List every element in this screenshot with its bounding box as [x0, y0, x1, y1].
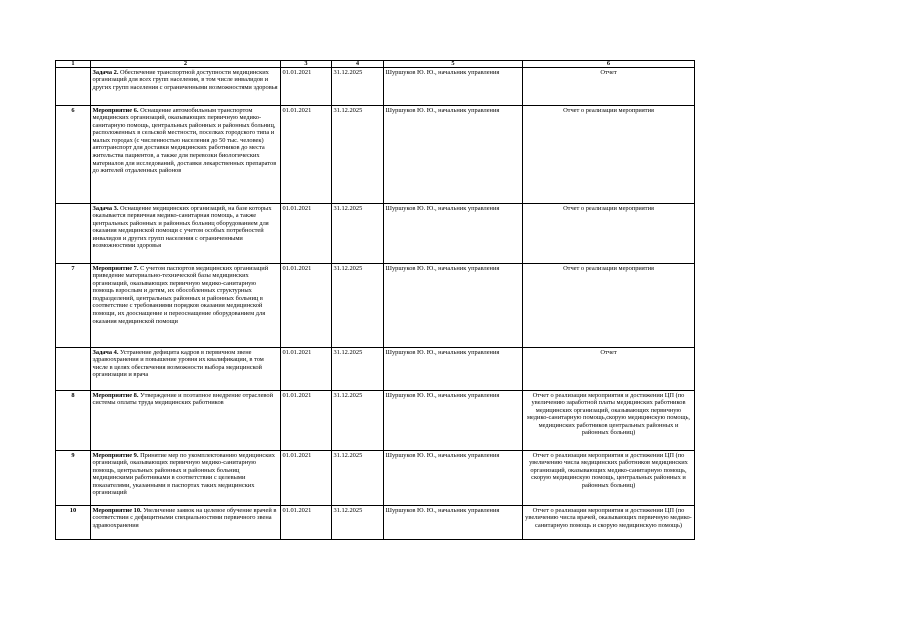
responsible-person: Шуршуков Ю. Ю., начальник управления — [384, 106, 523, 204]
end-date: 31.12.2025 — [332, 106, 384, 204]
row-description — [91, 106, 281, 204]
row-number — [56, 68, 91, 106]
end-date: 31.12.2025 — [332, 451, 384, 506]
expected-result: Отчет о реализации мероприятия и достижении ЦП (по увеличению заработной платы медицинских работников медицинских организаций, оказывающих первичную медико-санитарную помощь,скорую медицинскую помощь, медицинских работников центральных районных и районных больниц) — [523, 391, 695, 451]
row-text: С учетом паспортов медицинских организаций приведение материально-технической базы медицинских организаций, оказывающих первичную медико-санитарную помощь взрослым и детям, их обособленных структурных подразделений, центральных районных и районных больниц в соответствие с требованиями порядков оказания медицинской помощи, их дооснащение и переоснащение оборудованием для оказания медицинской помощи — [92, 264, 269, 325]
column-header: 6 — [523, 61, 695, 68]
row-text: Обеспечение транспортной доступности медицинских организаций для всех групп населения, в том числе инвалидов и других групп населения с ограниченными возможностями здоровья — [92, 68, 278, 91]
responsible-person: Шуршуков Ю. Ю., начальник управления — [384, 506, 523, 540]
column-header: 1 — [56, 61, 91, 68]
row-text: Увеличение заявок на целевое обучение врачей в соответствии с дефицитными специальностями первичного звена здравоохранения — [92, 506, 277, 529]
responsible-person: Шуршуков Ю. Ю., начальник управления — [384, 348, 523, 391]
end-date: 31.12.2025 — [332, 264, 384, 348]
row-description — [91, 204, 281, 264]
plan-table — [55, 60, 695, 540]
row-label: Мероприятие 8. — [92, 391, 139, 399]
responsible-person: Шуршуков Ю. Ю., начальник управления — [384, 391, 523, 451]
table-row — [56, 451, 695, 506]
start-date: 01.01.2021 — [281, 106, 332, 204]
table-row — [56, 204, 695, 264]
row-text: Оснащение медицинских организаций, на базе которых оказывается первичная медико-санитарная помощь, а также центральных районных и районных больниц оборудованием для оказания медицинской помощи с учетом особых потребностей инвалидов и других групп населения с ограниченными возможностями здоровья — [92, 204, 272, 250]
column-header: 5 — [384, 61, 523, 68]
table-row — [56, 68, 695, 106]
start-date: 01.01.2021 — [281, 348, 332, 391]
row-number: 7 — [56, 264, 91, 348]
row-number: 10 — [56, 506, 91, 540]
header-row — [56, 61, 695, 68]
row-text: Принятие мер по укомплектованию медицинских организаций, оказывающих первичную медико-санитарную помощь, центральных районных и районных больниц медицинскими работниками в соответствии с целевыми показателями, указанными в паспортах таких медицинских организаций — [92, 451, 275, 497]
row-label: Задача 2. — [92, 68, 119, 76]
row-text: Оснащение автомобильным транспортом медицинских организаций, оказывающих первичную медико-санитарную помощь, центральных районных и районных больниц, расположенных в сельской местности, поселках городского типа и малых городах (с численностью населения до 50 тыс. человек) автотранспорт для доставки медицинских работников до места жительства пациентов, а также для перевозки биологических материалов для исследований, доставки лекарственных препаратов до жителей отдаленных районов — [92, 106, 277, 175]
column-header: 2 — [91, 61, 281, 68]
row-label: Мероприятие 6. — [92, 106, 139, 114]
row-description — [91, 348, 281, 391]
responsible-person: Шуршуков Ю. Ю., начальник управления — [384, 451, 523, 506]
column-header: 4 — [332, 61, 384, 68]
start-date: 01.01.2021 — [281, 204, 332, 264]
start-date: 01.01.2021 — [281, 391, 332, 451]
row-number: 8 — [56, 391, 91, 451]
start-date: 01.01.2021 — [281, 68, 332, 106]
start-date: 01.01.2021 — [281, 451, 332, 506]
column-header: 3 — [281, 61, 332, 68]
row-label: Мероприятие 7. — [92, 264, 139, 272]
row-label: Мероприятие 10. — [92, 506, 142, 514]
end-date: 31.12.2025 — [332, 348, 384, 391]
responsible-person: Шуршуков Ю. Ю., начальник управления — [384, 68, 523, 106]
row-number: 9 — [56, 451, 91, 506]
expected-result: Отчет — [523, 68, 695, 106]
row-description — [91, 506, 281, 540]
end-date: 31.12.2025 — [332, 68, 384, 106]
row-label: Задача 3. — [92, 204, 119, 212]
expected-result: Отчет о реализации мероприятия и достижении ЦП (по увеличению числа врачей, оказывающих первичную медико-санитарную помощь и скорую медицинскую помощь) — [523, 506, 695, 540]
start-date: 01.01.2021 — [281, 506, 332, 540]
expected-result: Отчет о реализации мероприятия — [523, 204, 695, 264]
table-row — [56, 506, 695, 540]
responsible-person: Шуршуков Ю. Ю., начальник управления — [384, 204, 523, 264]
start-date: 01.01.2021 — [281, 264, 332, 348]
table-row — [56, 106, 695, 204]
row-number: 6 — [56, 106, 91, 204]
expected-result: Отчет — [523, 348, 695, 391]
row-label: Задача 4. — [92, 348, 119, 356]
row-text: Устранение дефицита кадров в первичном звене здравоохранения и повышение уровня их квалификации, в том числе в целях обеспечения возможности выбора медицинской организации и врача — [92, 348, 264, 379]
row-number — [56, 348, 91, 391]
row-description — [91, 68, 281, 106]
end-date: 31.12.2025 — [332, 204, 384, 264]
row-text: Утверждение и поэтапное внедрение отраслевой системы оплаты труда медицинских работников — [92, 391, 274, 407]
end-date: 31.12.2025 — [332, 391, 384, 451]
end-date: 31.12.2025 — [332, 506, 384, 540]
table-row — [56, 348, 695, 391]
responsible-person: Шуршуков Ю. Ю., начальник управления — [384, 264, 523, 348]
row-description — [91, 264, 281, 348]
row-description — [91, 451, 281, 506]
table-row — [56, 391, 695, 451]
row-label: Мероприятие 9. — [92, 451, 139, 459]
expected-result: Отчет о реализации мероприятия и достижении ЦП (по увеличению числа медицинских работников медицинских организаций, оказывающих медико-санитарную помощь, скорую медицинскую помощь, центральных районных и районных больниц) — [523, 451, 695, 506]
table-row — [56, 264, 695, 348]
row-description — [91, 391, 281, 451]
expected-result: Отчет о реализации мероприятия — [523, 264, 695, 348]
expected-result: Отчет о реализации мероприятия — [523, 106, 695, 204]
row-number — [56, 204, 91, 264]
